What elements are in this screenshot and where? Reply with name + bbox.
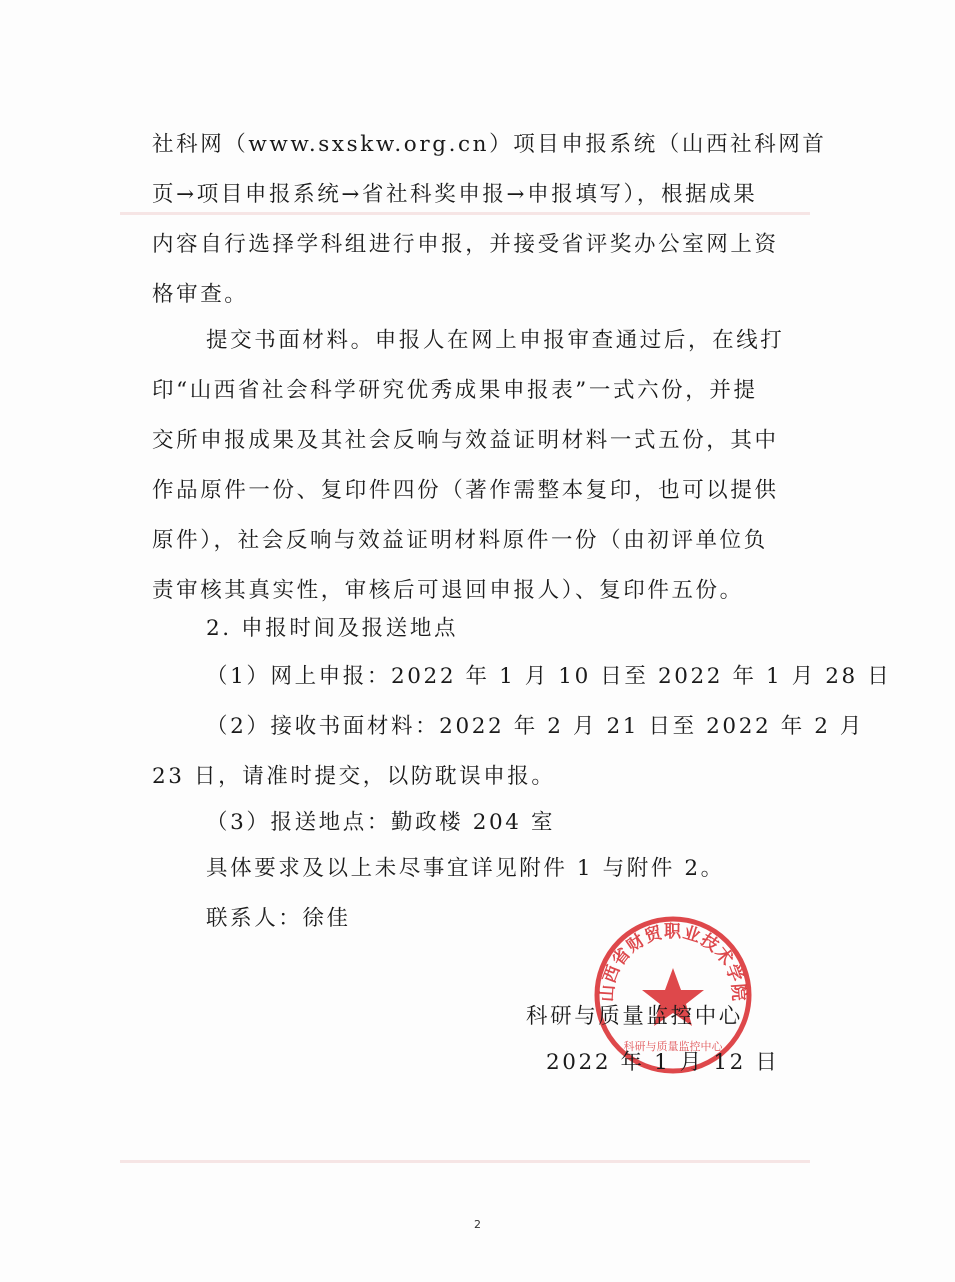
section-heading: 2. 申报时间及报送地点	[206, 616, 459, 641]
page-number: 2	[474, 1218, 481, 1231]
signature-department: 科研与质量监控中心	[526, 1004, 743, 1029]
body-line: （2）接收书面材料：2022 年 2 月 21 日至 2022 年 2 月	[206, 714, 865, 739]
body-line: 作品原件一份、复印件四份（著作需整本复印，也可以提供	[152, 478, 779, 503]
signature-date: 2022 年 1 月 12 日	[546, 1050, 780, 1075]
body-line: 23 日，请准时提交，以防耽误申报。	[152, 764, 556, 789]
seal-text: 山西省财贸职业技术学院	[597, 922, 749, 1003]
body-line: 社科网（www.sxskw.org.cn）项目申报系统（山西社科网首	[152, 132, 827, 157]
body-line: 内容自行选择学科组进行申报，并接受省评奖办公室网上资	[152, 232, 779, 257]
body-line: 提交书面材料。申报人在网上申报审查通过后，在线打	[206, 328, 785, 353]
body-line: （3）报送地点：勤政楼 204 室	[206, 810, 556, 835]
bleed-through-rule	[120, 212, 810, 215]
contact-line: 联系人：徐佳	[206, 906, 351, 931]
bleed-through-rule	[120, 1160, 810, 1163]
body-line: 原件），社会反响与效益证明材料原件一份（由初评单位负	[152, 528, 768, 553]
seal-subtext: 科研与质量监控中心	[623, 1040, 723, 1053]
body-line: 页→项目申报系统→省社科奖申报→申报填写），根据成果	[152, 182, 758, 207]
body-line: 责审核其真实性，审核后可退回申报人）、复印件五份。	[152, 578, 744, 603]
body-line: 交所申报成果及其社会反响与效益证明材料一式五份，其中	[152, 428, 779, 453]
body-line: 印“山西省社会科学研究优秀成果申报表”一式六份，并提	[152, 378, 758, 403]
body-line: （1）网上申报：2022 年 1 月 10 日至 2022 年 1 月 28 日	[206, 664, 892, 689]
body-line: 具体要求及以上未尽事宜详见附件 1 与附件 2。	[206, 856, 725, 881]
body-line: 格审查。	[152, 282, 249, 307]
